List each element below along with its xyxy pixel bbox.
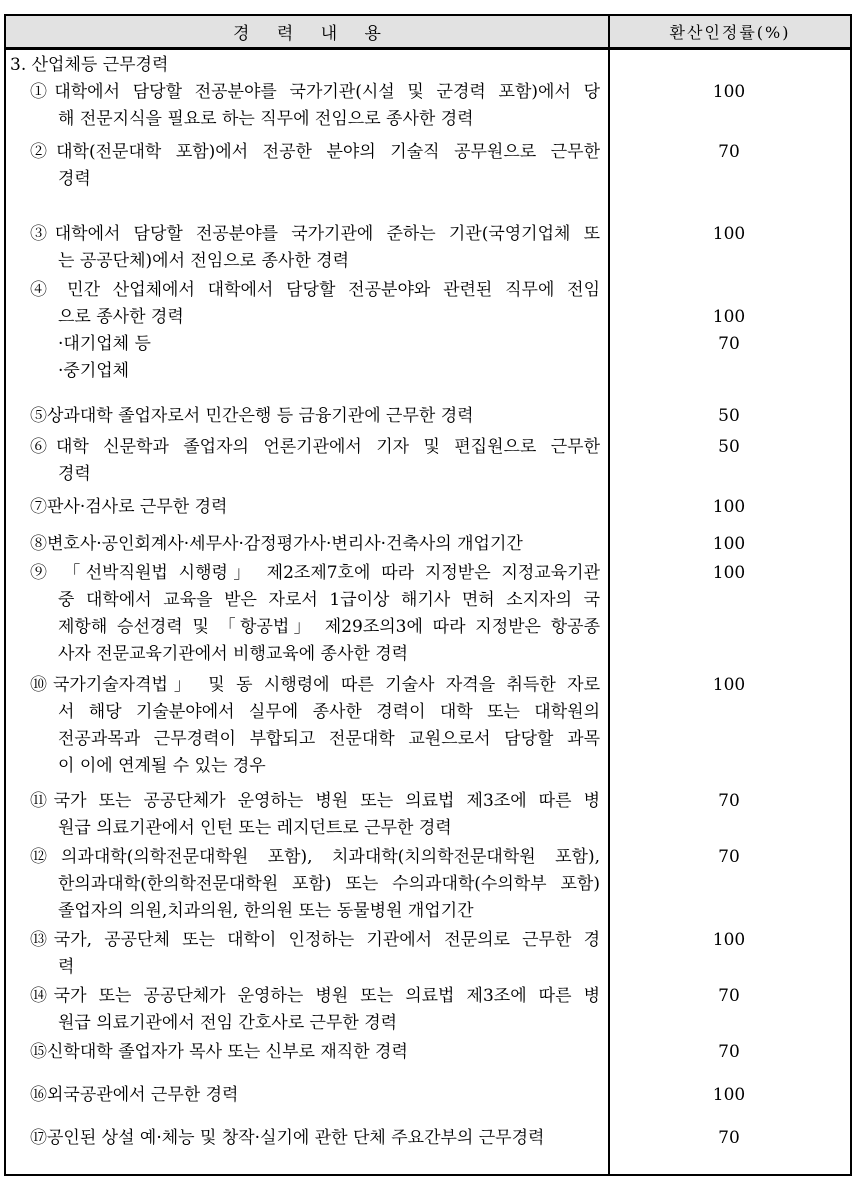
section-title: 3. 산업체등 근무경력 xyxy=(10,55,169,75)
table-body xyxy=(6,50,850,1174)
item-text-line: ⑰공인된 상설 예·체능 및 창작·실기에 관한 단체 주요간부의 근무경력 xyxy=(30,1128,545,1148)
item-text-line: 으로 종사한 경력 xyxy=(58,307,184,327)
header-conversion-rate: 환산인정률(%) xyxy=(669,23,791,42)
table-row xyxy=(6,193,850,275)
rate-value: 70 xyxy=(718,791,740,811)
rate-value: 100 xyxy=(712,563,746,583)
item-text-line: ⑯외국공관에서 근무한 경력 xyxy=(30,1085,239,1105)
item-text-line: ②대학(전문대학 포함)에서 전공한 분야의 기술직 공무원으로 근무한 xyxy=(30,142,600,162)
rate-value: 50 xyxy=(718,437,740,457)
table-row xyxy=(6,842,850,925)
rate-value: 70 xyxy=(718,334,740,354)
rate-value: 70 xyxy=(718,847,740,867)
item-text-line: 중 대학에서 교육을 받은 자로서 1급이상 해기사 면허 소지자의 국 xyxy=(58,590,600,610)
rate-value: 70 xyxy=(718,1042,740,1062)
rate-value: 100 xyxy=(712,930,746,950)
item-text-line: ⑤상과대학 졸업자로서 민간은행 등 금융기관에 근무한 경력 xyxy=(30,406,474,426)
item-text-line: ⑨ 「선박직원법 시행령」 제2조제7호에 따라 지정받은 지정교육기관 xyxy=(30,563,600,583)
item-text-line: 전공과목과 근무경력이 부합되고 전문대학 교원으로서 담당할 과목 xyxy=(58,729,600,749)
item-text-line: 졸업자의 의원,치과의원, 한의원 또는 동물병원 개업기간 xyxy=(58,901,474,921)
item-text-line: ⑥대학 신문학과 졸업자의 언론기관에서 기자 및 편집원으로 근무한 xyxy=(30,437,600,457)
table-row xyxy=(6,488,850,521)
rate-value: 100 xyxy=(712,307,746,327)
rate-value: 100 xyxy=(712,1085,746,1105)
table-row xyxy=(6,79,850,133)
item-text-line: 원급 의료기관에서 인턴 또는 레지던트로 근무한 경력 xyxy=(58,818,452,838)
item-text-line: ·중기업체 xyxy=(58,361,130,381)
table-row xyxy=(6,780,850,842)
item-text-line: 원급 의료기관에서 전임 간호사로 근무한 경력 xyxy=(58,1013,398,1033)
item-text-line: 한의과대학(한의학전문대학원 포함) 또는 수의과대학(수의학부 포함) xyxy=(58,874,600,894)
career-rate-table xyxy=(4,14,852,1176)
item-text-line: 이 이에 연계될 수 있는 경우 xyxy=(58,756,266,776)
rate-value: 100 xyxy=(712,224,746,244)
table-row xyxy=(6,1066,850,1109)
table-row xyxy=(6,668,850,780)
table-row xyxy=(6,981,850,1037)
table-row xyxy=(6,385,850,430)
item-text-line: ⑪국가 또는 공공단체가 운영하는 병원 또는 의료법 제3조에 따른 병 xyxy=(30,791,600,811)
rate-value: 100 xyxy=(712,82,746,102)
table-row xyxy=(6,925,850,981)
table-row xyxy=(6,558,850,668)
item-text-line: 제항해 승선경력 및 「항공법」 제29조의3에 따라 지정받은 항공종 xyxy=(58,617,600,637)
item-text-line: ①대학에서 담당할 전공분야를 국가기관(시설 및 군경력 포함)에서 당 xyxy=(30,82,600,102)
rate-value: 50 xyxy=(718,406,740,426)
item-text-line: 해 전문지식을 필요로 하는 직무에 전임으로 종사한 경력 xyxy=(58,109,474,129)
table-row xyxy=(6,50,850,79)
rate-value: 70 xyxy=(718,1128,740,1148)
item-text-line: ④ 민간 산업체에서 대학에서 담당할 전공분야와 관련된 직무에 전임 xyxy=(30,280,600,300)
rate-value: 70 xyxy=(718,986,740,1006)
table-row xyxy=(6,430,850,488)
item-text-line: ⑦판사·검사로 근무한 경력 xyxy=(30,497,228,517)
item-text-line: ⑮신학대학 졸업자가 목사 또는 신부로 재직한 경력 xyxy=(30,1042,408,1062)
item-text-line: 력 xyxy=(58,957,75,977)
table-row xyxy=(6,1109,850,1174)
item-text-line: ③대학에서 담당할 전공분야를 국가기관에 준하는 기관(국영기업체 또 xyxy=(30,224,600,244)
item-text-line: 경력 xyxy=(58,464,91,484)
rate-value: 70 xyxy=(718,142,740,162)
table-header-row xyxy=(6,16,850,50)
item-text-line: ⑬국가, 공공단체 또는 대학이 인정하는 기관에서 전문의로 근무한 경 xyxy=(30,930,600,950)
item-text-line: 사자 전문교육기관에서 비행교육에 종사한 경력 xyxy=(58,644,409,664)
rate-value: 100 xyxy=(712,675,746,695)
table-row xyxy=(6,521,850,558)
item-text-line: ⑧변호사·공인회계사·세무사·감정평가사·변리사·건축사의 개업기간 xyxy=(30,534,523,554)
rate-value: 100 xyxy=(712,534,746,554)
item-text-line: 서 해당 기술분야에서 실무에 종사한 경력이 대학 또는 대학원의 xyxy=(58,702,600,722)
table-row xyxy=(6,275,850,385)
item-text-line: 는 공공단체)에서 전임으로 종사한 경력 xyxy=(58,251,349,271)
header-career-content: 경 력 내 용 xyxy=(6,16,610,47)
rate-spacer xyxy=(610,277,848,304)
item-text-line: ⑩국가기술자격법」 및 동 시행령에 따른 기술사 자격을 취득한 자로 xyxy=(30,675,600,695)
table-row xyxy=(6,1037,850,1066)
item-text-line: ⑫의과대학(의학전문대학원 포함), 치과대학(치의학전문대학원 포함), xyxy=(30,847,600,867)
item-text-line: 경력 xyxy=(58,169,91,189)
table-row xyxy=(6,133,850,193)
rate-value: 100 xyxy=(712,497,746,517)
item-text-line: ⑭국가 또는 공공단체가 운영하는 병원 또는 의료법 제3조에 따른 병 xyxy=(30,986,600,1006)
item-text-line: ·대기업체 등 xyxy=(58,334,151,354)
